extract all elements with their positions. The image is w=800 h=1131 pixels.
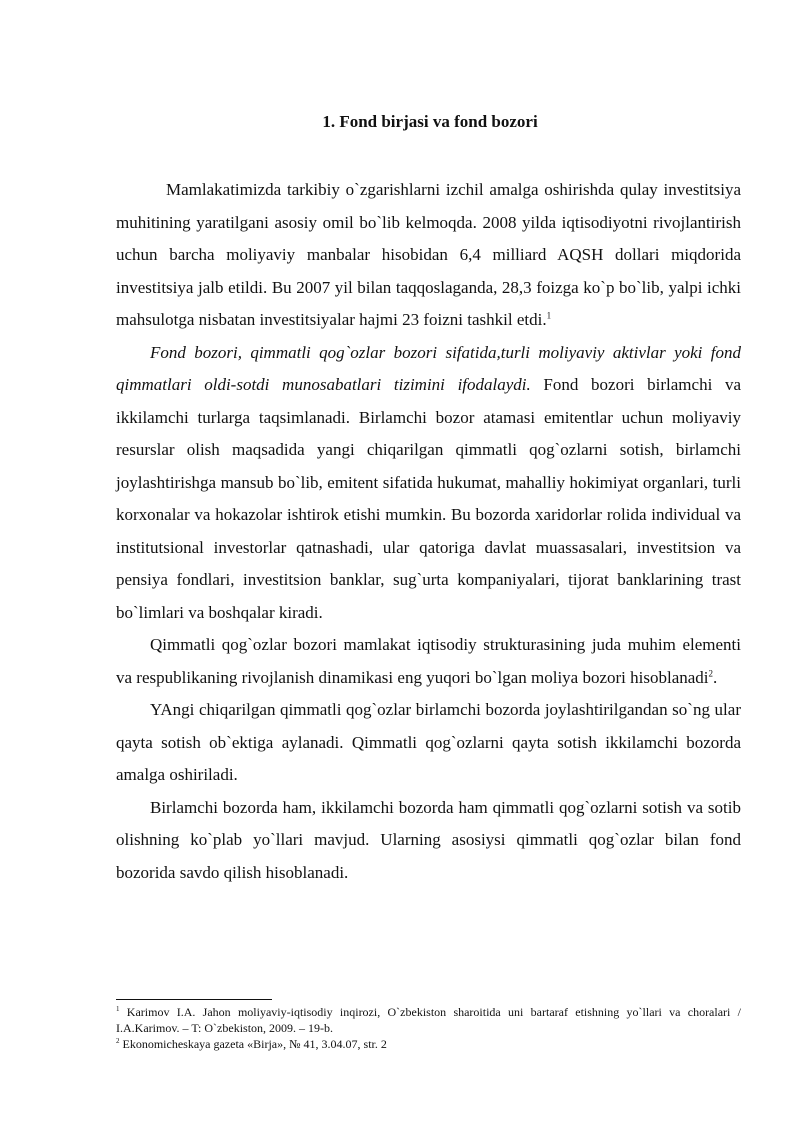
footnote-divider [116,999,272,1000]
paragraph-5 [116,792,741,890]
footnote-2-text: Ekonomicheskaya gazeta «Birja», № 41, 3.04.07, str. 2 [119,1037,387,1051]
paragraph-2-text: Fond bozori birlamchi va ikkilamchi turlarga taqsimlanadi. Birlamchi bozor atamasi emitentlar uchun moliyaviy resurslar olish maqsadida yangi chiqarilgan qimmatli qog`ozlarni sotish, birlamchi joylashtirishga mansub bo`lib, emitent sifatida hukumat, mahalliy hokimiyat organlari, turli korxonalar va hokazolar ishtirok etishi mumkin. Bu bozorda xaridorlar rolida individual va institutsional investorlar qatnashadi, ular qatoriga davlat muassasalari, investitsion va pensiya fondlari, investitsion banklar, sug`urta kompaniyalari, tijorat banklarining trast bo`limlari va boshqalar kiradi. [116,375,741,622]
definition-text: Fond bozori, qimmatli qog`ozlar bozori sifatida,turli moliyaviy aktivlar yoki fond qimmatlari oldi-sotdi munosabatlari tizimini ifodalaydi. [116,342,741,394]
footnotes [116,1004,741,1052]
footnote-ref-1[interactable]: 1 [546,310,552,321]
paragraph-2 [116,337,741,630]
paragraph-5-text: Birlamchi bozorda ham, ikkilamchi bozorda ham qimmatli qog`ozlarni sotish va sotib olishning ko`plab yo`llari mavjud. Ularning asosiysi qimmatli qog`ozlar bilan fond bozorida savdo qilish hisoblanadi. [116,797,741,882]
footnote-1-mark: 1 [116,1005,120,1013]
paragraph-1 [116,174,741,337]
paragraph-1-text: Mamlakatimizda tarkibiy o`zgarishlarni izchil amalga oshirishda qulay investitsiya muhitining yaratilgani asosiy omil bo`lib kelmoqda. 2008 yilda iqtisodiyotni rivojlantirish uchun barcha moliyaviy manbalar hisobidan 6,4 milliard AQSH dollari miqdorida investitsiya jalb etildi. Bu 2007 yil bilan taqqoslaganda, 28,3 foizga ko`p bo`lib, yalpi ichki mahsulotga nisbatan investitsiyalar hajmi 23 foizni tashkil etdi. [116,180,741,329]
footnote-2-mark: 2 [116,1037,120,1045]
body-text [116,174,741,889]
page-title: 1. Fond birjasi va fond bozori [322,112,538,131]
paragraph-3-tail: . [713,667,718,687]
paragraph-4 [116,694,741,792]
footnote-2 [116,1036,741,1052]
paragraph-4-text: YAngi chiqarilgan qimmatli qog`ozlar birlamchi bozorda joylashtirilgandan so`ng ular qayta sotish ob`ektiga aylanadi. Qimmatli qog`ozlarni qayta sotish ikkilamchi bozorda amalga oshiriladi. [116,700,741,784]
footnote-1-text: Karimov I.A. Jahon moliyaviy-iqtisodiy inqirozi, O`zbekiston sharoitida uni bartaraf etishning yo`llari va choralari / I.A.Karimov. – T: O`zbekiston, 2009. – 19-b. [116,1005,741,1035]
paragraph-3 [116,629,741,694]
footnote-ref-2[interactable]: 2 [708,667,714,678]
footnote-1 [116,1004,741,1036]
paragraph-3-text: Qimmatli qog`ozlar bozori mamlakat iqtisodiy strukturasining juda muhim elementi va respublikaning rivojlanish dinamikasi eng yuqori bo`lgan moliya bozori hisoblanadi [116,635,741,687]
